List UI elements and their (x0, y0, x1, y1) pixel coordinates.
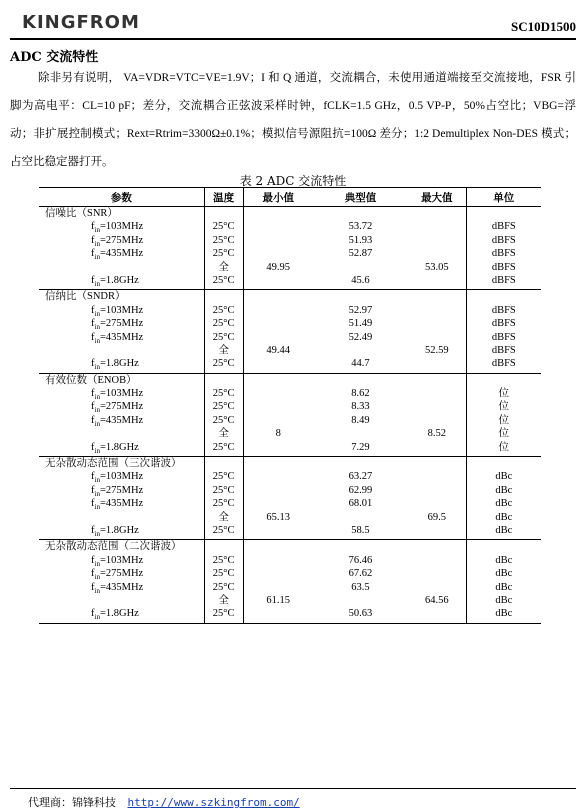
table-row (39, 207, 541, 290)
parameter-name: 信噪比（SNR） (45, 208, 118, 219)
temp-cell (204, 540, 243, 623)
max-value (408, 581, 466, 594)
typ-value: 50.63 (348, 608, 373, 620)
min-value (244, 234, 313, 247)
frequency-value: 275MHz (105, 401, 144, 413)
frequency-value: 103MHz (105, 554, 144, 566)
input-frequency: $f_{in}=435MHz$ (91, 331, 144, 345)
temperature: 25°C (212, 358, 235, 370)
frequency-value: 103MHz (105, 304, 144, 316)
typ-value: 52.97 (348, 304, 373, 316)
typ-cell (313, 290, 408, 373)
max-value (408, 441, 466, 454)
typ-cell (313, 207, 408, 290)
unit: dBc (495, 471, 513, 483)
temperature: 25°C (212, 441, 235, 453)
typ-value (313, 511, 408, 524)
unit: dBFS (491, 344, 516, 356)
agent-website-link[interactable]: http://www.szkingfrom.com/ (127, 796, 300, 809)
unit: dBc (495, 608, 513, 620)
min-value (244, 441, 313, 454)
min-value (244, 331, 313, 344)
company-logo: KINGFROM (22, 12, 140, 33)
temperature: 25°C (212, 581, 235, 593)
max-value (408, 357, 466, 370)
unit: dBc (495, 484, 513, 496)
temp-cell (204, 457, 243, 540)
header-temperature: 温度 (204, 188, 243, 207)
max-cell (408, 457, 466, 540)
temperature: 25°C (212, 401, 235, 413)
frequency-value: 103MHz (105, 221, 144, 233)
max-value (408, 567, 466, 580)
temperature: 25°C (212, 524, 235, 536)
temperature: 25°C (212, 388, 235, 400)
typ-value: 8.49 (351, 414, 370, 426)
typ-value (313, 427, 408, 440)
min-value (244, 247, 313, 260)
temperature: 全 (218, 261, 229, 273)
input-frequency: $f_{in}=275MHz$ (91, 234, 144, 248)
min-value (244, 400, 313, 413)
conditions-paragraph: 除非另有说明， VA=VDR=VTC=VE=1.9V；I 和 Q 通道，交流耦合，未使用通道端接至交流接地，FSR 引脚为高电平：CL=10 pF；差分，交流耦合正弦波采样时钟，fCLK=1.5 GHz，0.5 VP-P，50%占空比；VBG=浮动；非扩展控制模式；Rext=Rtrim=3300Ω±0.1%；模拟信号源阻抗=100Ω 差分；1:2 Demultiplex Non-DES 模式；占空比稳定器打开。 (10, 72, 576, 168)
min-cell (243, 540, 313, 623)
temperature: 25°C (212, 274, 235, 286)
frequency-value: 435MHz (105, 331, 144, 343)
adc-ac-characteristics-table (39, 187, 541, 624)
spacer (205, 540, 243, 553)
input-frequency: $f_{in}=103MHz$ (91, 304, 144, 318)
header-unit: 单位 (466, 188, 541, 207)
unit-cell (466, 540, 541, 623)
frequency-value: 275MHz (105, 318, 144, 330)
typ-value: 52.49 (348, 331, 373, 343)
max-value: 53.05 (425, 261, 449, 273)
page-footer (28, 794, 300, 810)
unit: dBFS (491, 274, 516, 286)
input-frequency: $f_{in}=1.8GHz$ (91, 441, 139, 455)
max-value (408, 524, 466, 537)
unit: dBc (495, 524, 513, 536)
typ-value: 52.87 (348, 248, 373, 260)
table-header-row (39, 188, 541, 207)
max-cell (408, 290, 466, 373)
temperature: 全 (218, 344, 229, 356)
unit: dBFS (491, 261, 516, 273)
typ-value: 44.7 (351, 358, 370, 370)
temperature: 25°C (212, 248, 235, 260)
min-value (244, 387, 313, 400)
input-frequency: $f_{in}=275MHz$ (91, 401, 144, 415)
min-value: 65.13 (266, 511, 291, 523)
max-value (408, 274, 466, 287)
spacer (467, 374, 541, 387)
max-value (408, 400, 466, 413)
frequency-value: 1.8GHz (105, 274, 139, 286)
header-max: 最大值 (408, 188, 466, 207)
param-cell (39, 540, 204, 623)
parameter-name: 无杂散动态范围（二次谐波） (45, 541, 182, 553)
parameter-name: 信纳比（SNDR） (45, 291, 126, 303)
temperature: 全 (218, 428, 229, 440)
frequency-value: 1.8GHz (105, 358, 139, 370)
min-cell (243, 290, 313, 373)
table-caption: 表 2 ADC 交流特性 (239, 174, 347, 188)
unit-cell (466, 207, 541, 290)
temperature: 25°C (212, 221, 235, 233)
spacer (313, 540, 408, 553)
input-frequency: $f_{in}=1.8GHz$ (91, 608, 139, 622)
frequency-value: 435MHz (105, 581, 144, 593)
temperature: 25°C (212, 608, 235, 620)
input-frequency: $f_{in}=103MHz$ (91, 554, 144, 568)
temperature: 25°C (212, 234, 235, 246)
unit: 位 (498, 388, 510, 400)
spacer (467, 540, 541, 553)
spacer (313, 290, 408, 303)
typ-value: 51.93 (348, 234, 373, 246)
input-frequency (39, 511, 204, 524)
typ-value: 63.5 (351, 581, 370, 593)
spacer (205, 374, 243, 387)
table-row (39, 457, 541, 540)
max-cell (408, 207, 466, 290)
input-frequency (39, 344, 204, 357)
max-value (408, 470, 466, 483)
max-value (408, 607, 466, 620)
unit: dBFS (491, 331, 516, 343)
spacer (313, 374, 408, 387)
temperature: 全 (218, 594, 229, 606)
param-cell (39, 457, 204, 540)
unit: dBc (495, 568, 513, 580)
typ-value: 62.99 (348, 484, 373, 496)
spacer (467, 290, 541, 303)
typ-value: 76.46 (348, 554, 373, 566)
unit: 位 (498, 401, 510, 413)
table-row (39, 540, 541, 623)
spacer (313, 207, 408, 220)
min-value: 49.44 (266, 344, 291, 356)
unit: dBFS (491, 318, 516, 330)
min-value (244, 497, 313, 510)
max-value: 69.5 (427, 511, 446, 523)
frequency-value: 1.8GHz (105, 441, 139, 453)
typ-cell (313, 540, 408, 623)
spacer (467, 207, 541, 220)
temperature: 25°C (212, 498, 235, 510)
parameter-name: 无杂散动态范围（三次谐波） (45, 458, 182, 470)
spacer (244, 540, 313, 553)
spacer (205, 457, 243, 470)
input-frequency: $f_{in}=435MHz$ (91, 248, 144, 262)
spacer (408, 290, 466, 303)
unit: dBFS (491, 221, 516, 233)
typ-value: 45.6 (351, 274, 370, 286)
temperature: 25°C (212, 331, 235, 343)
header-rule (10, 38, 576, 40)
spacer (408, 457, 466, 470)
unit: 位 (498, 428, 510, 440)
max-value (408, 247, 466, 260)
max-value (408, 484, 466, 497)
document-id: SC10D1500 (510, 19, 576, 34)
typ-value: 63.27 (348, 471, 373, 483)
min-value (244, 607, 313, 620)
unit: dBc (495, 554, 513, 566)
min-value (244, 567, 313, 580)
input-frequency: $f_{in}=275MHz$ (91, 568, 144, 582)
header-typ: 典型值 (313, 188, 408, 207)
input-frequency: $f_{in}=435MHz$ (91, 498, 144, 512)
min-value (244, 414, 313, 427)
unit: dBc (495, 581, 513, 593)
temperature: 25°C (212, 318, 235, 330)
typ-value: 68.01 (348, 498, 373, 510)
table-row (39, 290, 541, 373)
temperature: 25°C (212, 471, 235, 483)
min-value (244, 581, 313, 594)
unit: dBFS (491, 304, 516, 316)
typ-value: 8.33 (351, 401, 370, 413)
frequency-value: 435MHz (105, 414, 144, 426)
min-value (244, 220, 313, 233)
min-value (244, 304, 313, 317)
input-frequency: $f_{in}=1.8GHz$ (91, 274, 139, 289)
typ-value: 58.5 (351, 524, 370, 536)
typ-value (313, 594, 408, 607)
temperature: 全 (218, 511, 229, 523)
temperature: 25°C (212, 554, 235, 566)
param-cell (39, 373, 204, 456)
max-cell (408, 540, 466, 623)
spacer (313, 457, 408, 470)
input-frequency: $f_{in}=1.8GHz$ (91, 524, 139, 539)
input-frequency: $f_{in}=103MHz$ (91, 221, 144, 235)
max-value (408, 234, 466, 247)
unit-cell (466, 290, 541, 373)
unit: dBc (495, 498, 513, 510)
unit-cell (466, 373, 541, 456)
min-value (244, 524, 313, 537)
input-frequency: $f_{in}=435MHz$ (91, 414, 144, 428)
spacer (244, 457, 313, 470)
input-frequency (39, 261, 204, 274)
typ-cell (313, 457, 408, 540)
temp-cell (204, 290, 243, 373)
temperature: 25°C (212, 304, 235, 316)
max-value (408, 331, 466, 344)
max-value (408, 414, 466, 427)
input-frequency: $f_{in}=103MHz$ (91, 388, 144, 402)
input-frequency (39, 427, 204, 440)
typ-value: 51.49 (348, 318, 373, 330)
spacer (408, 207, 466, 220)
input-frequency: $f_{in}=275MHz$ (91, 484, 144, 498)
max-cell (408, 373, 466, 456)
min-cell (243, 207, 313, 290)
frequency-value: 435MHz (105, 498, 144, 510)
typ-value: 7.29 (351, 441, 370, 453)
unit: dBc (495, 511, 513, 523)
frequency-value: 275MHz (105, 234, 144, 246)
frequency-value: 1.8GHz (105, 608, 139, 620)
spacer (408, 374, 466, 387)
frequency-value: 103MHz (105, 388, 144, 400)
max-value (408, 497, 466, 510)
min-value (244, 317, 313, 330)
unit: dBFS (491, 358, 516, 370)
input-frequency: $f_{in}=435MHz$ (91, 581, 144, 595)
header-min: 最小值 (243, 188, 313, 207)
frequency-value: 275MHz (105, 568, 144, 580)
unit: 位 (498, 414, 510, 426)
unit: 位 (498, 441, 510, 453)
max-value: 8.52 (427, 428, 446, 440)
temperature: 25°C (212, 484, 235, 496)
frequency-value: 103MHz (105, 471, 144, 483)
table-row (39, 373, 541, 456)
max-value (408, 554, 466, 567)
min-value (244, 357, 313, 370)
temperature: 25°C (212, 414, 235, 426)
min-value (244, 554, 313, 567)
max-value: 64.56 (425, 594, 449, 606)
spacer (205, 207, 243, 220)
parameter-name: 有效位数（ENOB） (45, 374, 137, 386)
typ-cell (313, 373, 408, 456)
param-cell (39, 290, 204, 373)
max-value (408, 304, 466, 317)
header-parameter: 参数 (39, 188, 204, 207)
input-frequency: $f_{in}=1.8GHz$ (91, 358, 139, 372)
max-value (408, 317, 466, 330)
min-value (244, 484, 313, 497)
input-frequency (39, 594, 204, 607)
typ-value (313, 344, 408, 357)
typ-value: 8.62 (351, 388, 370, 400)
typ-value: 53.72 (348, 221, 373, 233)
frequency-value: 435MHz (105, 248, 144, 260)
frequency-value: 1.8GHz (105, 524, 139, 536)
unit: dBFS (491, 234, 516, 246)
spacer (244, 290, 313, 303)
unit: dBFS (491, 248, 516, 260)
section-title: ADC 交流特性 (10, 50, 99, 65)
min-value (244, 274, 313, 287)
temperature: 25°C (212, 568, 235, 580)
min-value: 49.95 (266, 261, 291, 273)
spacer (244, 207, 313, 220)
typ-value: 67.62 (348, 568, 373, 580)
spacer (467, 457, 541, 470)
max-value (408, 387, 466, 400)
typ-value (313, 261, 408, 274)
agent-label: 代理商：锦锋科技 (28, 796, 116, 809)
min-value: 8 (275, 428, 281, 440)
page-header (0, 0, 586, 40)
max-value: 52.59 (425, 344, 449, 356)
max-value (408, 220, 466, 233)
frequency-value: 275MHz (105, 484, 144, 496)
input-frequency: $f_{in}=275MHz$ (91, 318, 144, 332)
min-value: 61.15 (266, 594, 291, 606)
input-frequency: $f_{in}=103MHz$ (91, 471, 144, 485)
unit: dBc (495, 594, 513, 606)
spacer (408, 540, 466, 553)
temp-cell (204, 373, 243, 456)
param-cell (39, 207, 204, 290)
spacer (205, 290, 243, 303)
temp-cell (204, 207, 243, 290)
min-cell (243, 457, 313, 540)
min-cell (243, 373, 313, 456)
min-value (244, 470, 313, 483)
spacer (244, 374, 313, 387)
unit-cell (466, 457, 541, 540)
footer-rule (10, 788, 576, 789)
